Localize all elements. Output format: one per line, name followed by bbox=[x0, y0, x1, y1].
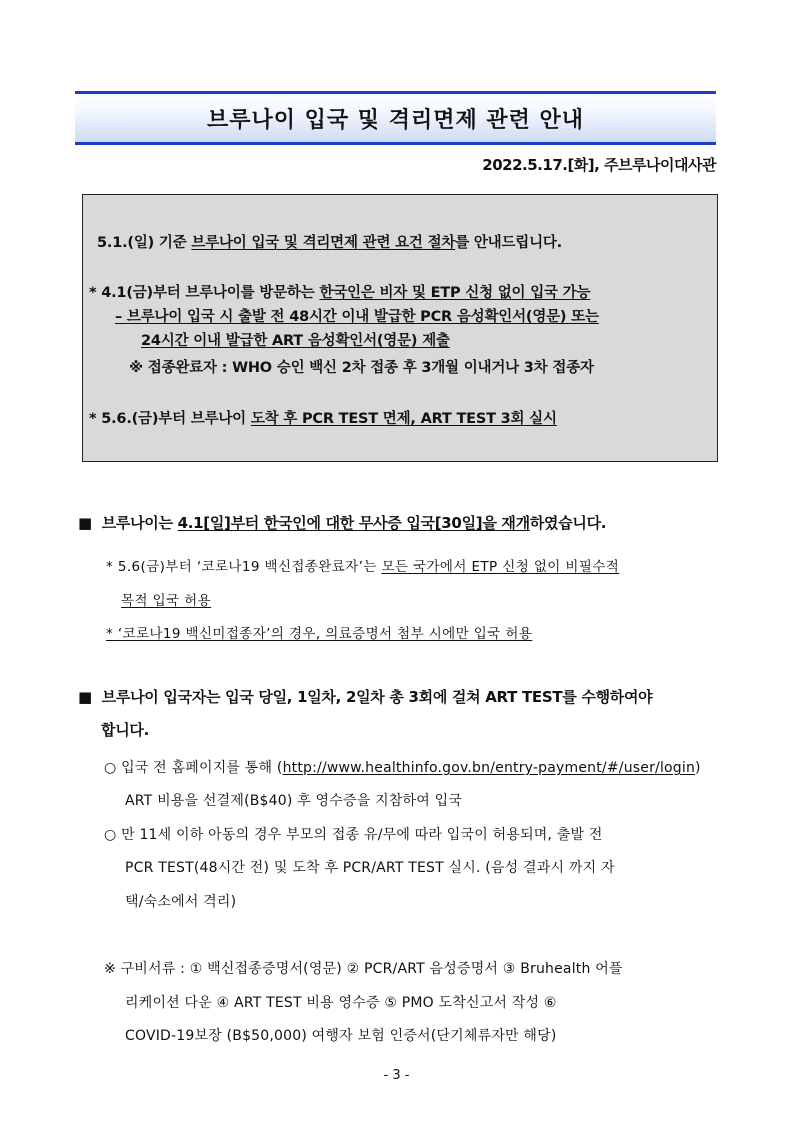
visa-free-note-1: * 5.6(금)부터 ‘코로나19 백신접종완료자’는 모든 국가에서 ETP 신청 없이 비필수적 bbox=[106, 559, 620, 575]
notice-vaccinated-note: ※ 접종완료자 : WHO 승인 백신 2차 접종 후 3개월 이내거나 3차 접종자 bbox=[129, 360, 594, 376]
art-prepay-item: ○ 입국 전 홈페이지를 통해 (http://www.healthinfo.gov.bn/entry-payment/#/user/login) bbox=[104, 760, 701, 776]
notice-item-test: * 5.6.(금)부터 브루나이 도착 후 PCR TEST 면제, ART TEST 3회 실시 bbox=[89, 411, 557, 427]
notice-intro: 5.1.(일) 기준 브루나이 입국 및 격리면제 관련 요건 절차를 안내드립니다. bbox=[97, 235, 562, 251]
section-art-test-cont: 합니다. bbox=[101, 721, 149, 739]
child-item: ○ 만 11세 이하 아동의 경우 부모의 접종 유/무에 따라 입국이 허용되며, 출발 전 bbox=[104, 827, 603, 843]
issue-date: 2022.5.17.[화], 주브루나이대사관 bbox=[482, 156, 716, 174]
required-documents-cont-2: COVID-19보장 (B$50,000) 여행자 보험 인증서(단기체류자만 해당) bbox=[125, 1028, 557, 1044]
visa-free-note-2: * ‘코로나19 백신미접종자’의 경우, 의료증명서 첨부 시에만 입국 허용 bbox=[106, 626, 533, 642]
required-documents-cont: 리케이션 다운 ④ ART TEST 비용 영수증 ⑤ PMO 도착신고서 작성 ⑥ bbox=[125, 995, 557, 1011]
child-item-cont-2: 택/숙소에서 격리) bbox=[125, 894, 237, 910]
notice-item-visa: * 4.1(금)부터 브루나이를 방문하는 한국인은 비자 및 ETP 신청 없이 입국 가능 bbox=[89, 285, 591, 301]
page-title: 브루나이 입국 및 격리면제 관련 안내 bbox=[206, 107, 585, 133]
section-visa-free: ■ 브루나이는 4.1[일]부터 한국인에 대한 무사증 입국[30일]을 재개하였습니다. bbox=[78, 514, 607, 532]
required-documents: ※ 구비서류 : ① 백신접종증명서(영문) ② PCR/ART 음성증명서 ③ Bruhealth 어플 bbox=[104, 961, 623, 977]
visa-free-note-1-cont: 목적 입국 허용 bbox=[121, 593, 212, 609]
healthinfo-link[interactable]: http://www.healthinfo.gov.bn/entry-payment/#/user/login bbox=[282, 760, 696, 776]
art-prepay-item-cont: ART 비용을 선결제(B$40) 후 영수증을 지참하여 입국 bbox=[125, 793, 463, 809]
notice-item-visa-detail-2: 24시간 이내 발급한 ART 음성확인서(영문) 제출 bbox=[141, 333, 450, 349]
title-banner bbox=[75, 91, 716, 145]
notice-item-visa-detail: – 브루나이 입국 시 출발 전 48시간 이내 발급한 PCR 음성확인서(영문) 또는 bbox=[115, 309, 599, 325]
section-art-test: ■ 브루나이 입국자는 입국 당일, 1일차, 2일차 총 3회에 걸쳐 ART TEST를 수행하여야 bbox=[78, 688, 653, 706]
child-item-cont: PCR TEST(48시간 전) 및 도착 후 PCR/ART TEST 실시. (음성 결과시 까지 자 bbox=[125, 860, 615, 876]
page-number: - 3 - bbox=[383, 1068, 410, 1083]
notice-box bbox=[82, 194, 718, 462]
